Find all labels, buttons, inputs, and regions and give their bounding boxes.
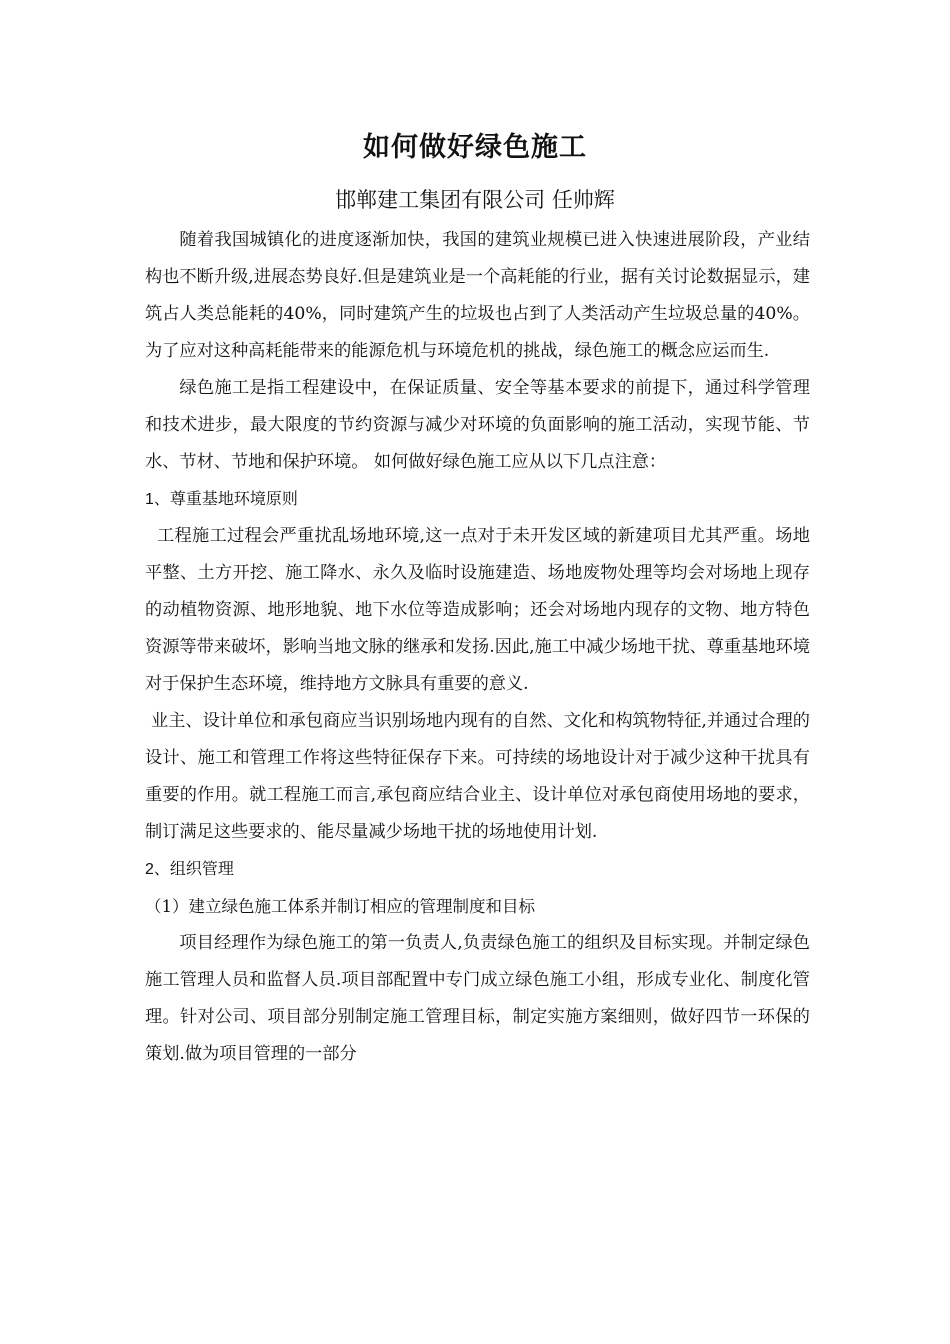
author-line: 邯郸建工集团有限公司 任帅辉 bbox=[335, 188, 615, 212]
document-body bbox=[145, 222, 810, 1073]
subsection-heading-2-1: （1）建立绿色施工体系并制订相应的管理制度和目标 bbox=[145, 897, 535, 916]
paragraph-section1-1: 工程施工过程会严重扰乱场地环境,这一点对于未开发区域的新建项目尤其严重。场地平整、土方开挖、施工降水、永久及临时设施建造、场地废物处理等均会对场地上现存的动植物资源、地形地貌、地下水位等造成影响；还会对场地内现存的文物、地方特色资源等带来破坏，影响当地文脉的继承和发扬.因此,施工中减少场地干扰、尊重基地环境对于保护生态环境，维持地方文脉具有重要的意义. bbox=[145, 526, 810, 694]
paragraph-intro-2: 绿色施工是指工程建设中，在保证质量、安全等基本要求的前提下，通过科学管理和技术进步，最大限度的节约资源与减少对环境的负面影响的施工活动，实现节能、节水、节材、节地和保护环境。 如何做好绿色施工应从以下几点注意： bbox=[145, 378, 810, 472]
section-heading-1: 1、尊重基地环境原则 bbox=[145, 491, 298, 508]
paragraph-intro-1: 随着我国城镇化的进度逐渐加快，我国的建筑业规模已进入快速进展阶段，产业结构也不断升级,进展态势良好.但是建筑业是一个高耗能的行业，据有关讨论数据显示，建筑占人类总能耗的40%，同时建筑产生的垃圾也占到了人类活动产生垃圾总量的40%。为了应对这种高耗能带来的能源危机与环境危机的挑战，绿色施工的概念应运而生. bbox=[145, 230, 810, 361]
paragraph-section2-1: 项目经理作为绿色施工的第一负责人,负责绿色施工的组织及目标实现。并制定绿色施工管理人员和监督人员.项目部配置中专门成立绿色施工小组，形成专业化、制度化管理。针对公司、项目部分别制定施工管理目标，制定实施方案细则，做好四节一环保的策划.做为项目管理的一部分 bbox=[145, 933, 810, 1064]
document-title: 如何做好绿色施工 bbox=[363, 132, 587, 163]
paragraph-section1-2: 业主、设计单位和承包商应当识别场地内现有的自然、文化和构筑物特征,并通过合理的设计、施工和管理工作将这些特征保存下来。可持续的场地设计对于减少这种干扰具有重要的作用。就工程施工而言,承包商应结合业主、设计单位对承包商使用场地的要求，制订满足这些要求的、能尽量减少场地干扰的场地使用计划. bbox=[145, 711, 810, 842]
section-heading-2: 2、组织管理 bbox=[145, 861, 234, 878]
